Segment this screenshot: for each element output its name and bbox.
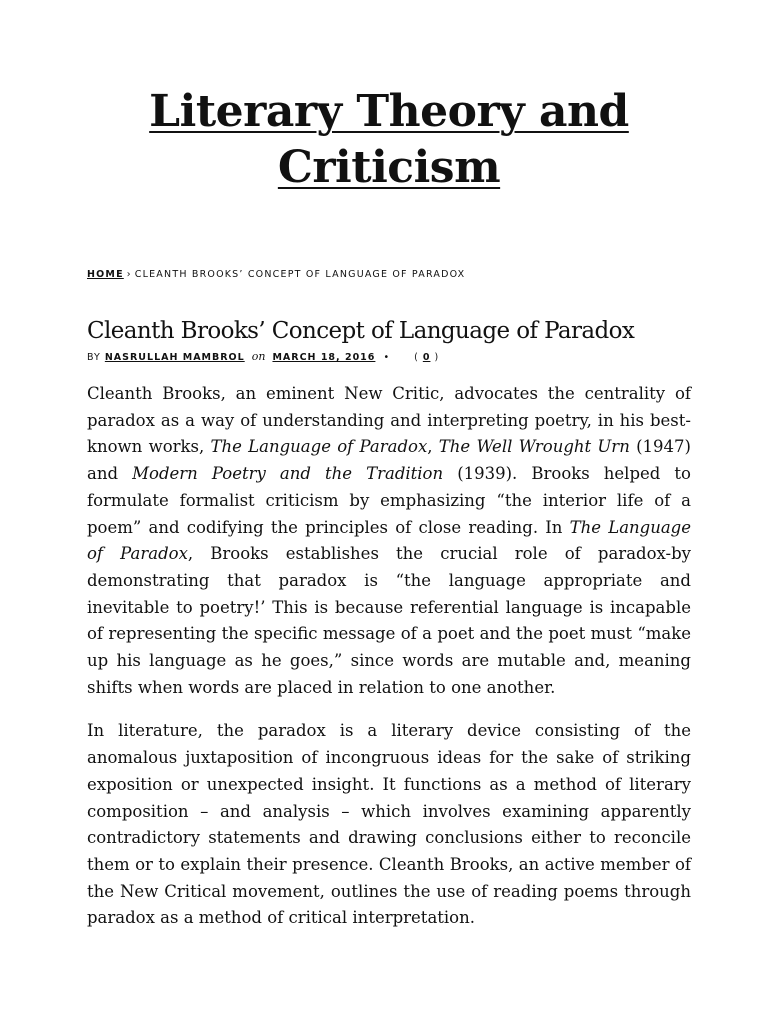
site-title-link[interactable] bbox=[149, 86, 629, 193]
book-title-language-of-paradox-2: The Language of Paradox bbox=[87, 517, 692, 564]
post-title: Cleanth Brooks’ Concept of Language of Paradox bbox=[87, 318, 635, 344]
site-title-line1: Literary Theory and bbox=[149, 86, 629, 137]
breadcrumb-separator: › bbox=[126, 269, 132, 280]
book-title-modern-poetry: Modern Poetry and the Tradition bbox=[132, 464, 444, 484]
book-title-well-wrought-urn: The Well Wrought Urn bbox=[438, 437, 630, 457]
breadcrumb-current: CLEANTH BROOKS’ CONCEPT OF LANGUAGE OF PARADOX bbox=[134, 269, 466, 280]
site-title bbox=[87, 0, 691, 196]
paragraph-2: In literature, the paradox is a literary device consisting of the anomalous juxtaposition of incongruous ideas for the sake of striking exposition or unexpected insight. It functions as a method of literary composition – and analysis – which involves examining apparently contradictory statements and drawing conclusions either to reconcile them or to explain their presence. Cleanth Brooks, an active member of the New Critical movement, outlines the use of reading poems through paradox as a method of critical interpretation. bbox=[87, 721, 691, 928]
meta-on-label: on bbox=[251, 350, 266, 363]
comments-count bbox=[414, 352, 439, 363]
site-title-line2: Criticism bbox=[277, 142, 501, 193]
book-title-language-of-paradox: The Language of Paradox bbox=[210, 437, 428, 457]
author-link[interactable]: NASRULLAH MAMBROL bbox=[104, 352, 245, 363]
comments-open-paren: ( bbox=[414, 352, 419, 363]
meta-by-label: BY bbox=[87, 352, 101, 363]
comments-link[interactable]: 0 bbox=[422, 352, 431, 363]
paragraph-1-text-5: , Brooks establishes the crucial role of paradox-by demonstrating that paradox is “the language appropriate and inevitable to poetry!’ This is because referential language is incapable of representing the specific message of a poet and the poet must “make up his language as he goes,” since words are mutable and, meaning shifts when words are placed in relation to one another. bbox=[87, 544, 691, 697]
meta-bullet: • bbox=[383, 352, 391, 363]
breadcrumb bbox=[87, 268, 691, 282]
breadcrumb-home-link[interactable]: HOME bbox=[87, 269, 124, 280]
post-content bbox=[87, 381, 691, 932]
post-meta bbox=[87, 350, 691, 365]
paragraph-1-text-2: , bbox=[427, 437, 439, 457]
paragraph-1-text-4: (1939). Brooks helped to formulate formalist criticism by emphasizing “the interior life of a poem” and codifying the principles of close reading. In bbox=[87, 464, 691, 537]
paragraph-1-text-1: Cleanth Brooks, an eminent New Critic, advocates the centrality of paradox as a way of understanding and interpreting poetry, in his best-known works, bbox=[87, 384, 691, 457]
paragraph-1 bbox=[87, 381, 691, 701]
comments-close-paren: ) bbox=[434, 352, 440, 363]
post-date-link[interactable]: MARCH 18, 2016 bbox=[272, 352, 376, 363]
paragraph-1-text-3: (1947) and bbox=[87, 437, 691, 484]
